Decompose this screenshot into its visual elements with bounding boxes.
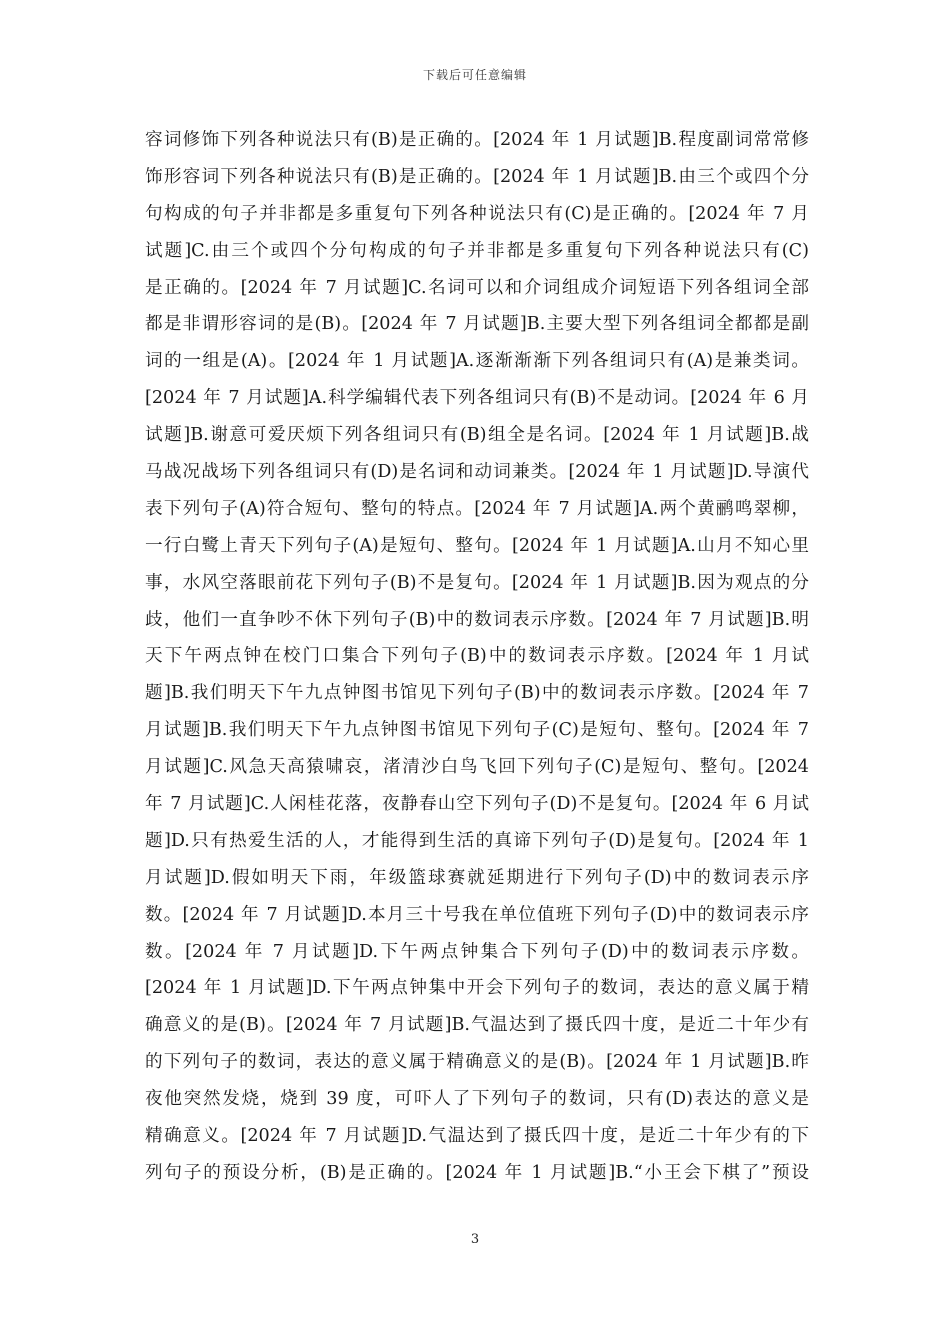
text-line: 精确意义。[2024 年 7 月试题]D.气温达到了摄氏四十度，是近二十年少有的下 <box>145 1126 809 1147</box>
text-line: 的下列句子的数词，表达的意义属于精确意义的是(B)。[2024 年 1 月试题]B.昨 <box>145 1052 809 1073</box>
text-line: [2024 年 1 月试题]D.下午两点钟集中开会下列句子的数词，表达的意义属于精 <box>145 978 809 999</box>
text-line: 事，水风空落眼前花下列句子(B)不是复句。[2024 年 1 月试题]B.因为观点的分 <box>145 572 809 593</box>
text-line: 月试题]B.我们明天下午九点钟图书馆见下列句子(C)是短句、整句。[2024 年 7 <box>145 720 809 741</box>
text-line: 词的一组是(A)。[2024 年 1 月试题]A.逐渐渐渐下列各组词只有(A)是兼类词。 <box>145 351 809 372</box>
text-line: 列句子的预设分析，(B)是正确的。[2024 年 1 月试题]B.“小王会下棋了”预设 <box>145 1162 809 1183</box>
text-line: 年 7 月试题]C.人闲桂花落，夜静春山空下列句子(D)不是复句。[2024 年 6 月试 <box>145 794 809 815</box>
text-line: 马战况战场下列各组词只有(D)是名词和动词兼类。[2024 年 1 月试题]D.导演代 <box>145 462 809 483</box>
text-line: 试题]B.谢意可爱厌烦下列各组词只有(B)组全是名词。[2024 年 1 月试题]B.战 <box>145 425 809 446</box>
text-line: 题]D.只有热爱生活的人，才能得到生活的真谛下列句子(D)是复句。[2024 年 1 <box>145 830 809 851</box>
text-line: 月试题]D.假如明天下雨，年级篮球赛就延期进行下列句子(D)中的数词表示序 <box>145 867 809 888</box>
text-line: 是正确的。[2024 年 7 月试题]C.名词可以和介词组成介词短语下列各组词全部 <box>145 277 809 298</box>
text-line: 夜他突然发烧，烧到 39 度，可吓人了下列句子的数词，只有(D)表达的意义是 <box>145 1089 809 1110</box>
text-line: 都是非谓形容词的是(B)。[2024 年 7 月试题]B.主要大型下列各组词全都都是副 <box>145 314 809 335</box>
page-header: 下载后可任意编辑 <box>422 68 527 82</box>
text-line: 句构成的句子并非都是多重复句下列各种说法只有(C)是正确的。[2024 年 7 月 <box>145 203 809 224</box>
text-line: 表下列句子(A)符合短句、整句的特点。[2024 年 7 月试题]A.两个黄鹂鸣翠柳， <box>145 498 809 519</box>
text-line: 试题]C.由三个或四个分句构成的句子并非都是多重复句下列各种说法只有(C) <box>145 240 809 261</box>
text-line: 题]B.我们明天下午九点钟图书馆见下列句子(B)中的数词表示序数。[2024 年 7 <box>145 683 809 704</box>
text-line: [2024 年 7 月试题]A.科学编辑代表下列各组词只有(B)不是动词。[2024 年 6 月 <box>145 388 809 409</box>
document-body <box>145 122 809 1192</box>
page-number: 3 <box>470 1232 480 1247</box>
text-line: 天下午两点钟在校门口集合下列句子(B)中的数词表示序数。[2024 年 1 月试 <box>145 646 809 667</box>
text-line: 饰形容词下列各种说法只有(B)是正确的。[2024 年 1 月试题]B.由三个或四个分 <box>145 166 809 187</box>
text-line: 歧，他们一直争吵不休下列句子(B)中的数词表示序数。[2024 年 7 月试题]B.明 <box>145 609 809 630</box>
text-line: 数。[2024 年 7 月试题]D.下午两点钟集合下列句子(D)中的数词表示序数。 <box>145 941 809 962</box>
text-line: 确意义的是(B)。[2024 年 7 月试题]B.气温达到了摄氏四十度，是近二十年少有 <box>145 1015 809 1036</box>
text-line: 月试题]C.风急天高猿啸哀，渚清沙白鸟飞回下列句子(C)是短句、整句。[2024 <box>145 757 809 778</box>
text-line: 一行白鹭上青天下列句子(A)是短句、整句。[2024 年 1 月试题]A.山月不知心里 <box>145 535 809 556</box>
text-line: 数。[2024 年 7 月试题]D.本月三十号我在单位值班下列句子(D)中的数词表示序 <box>145 904 809 925</box>
text-line: 容词修饰下列各种说法只有(B)是正确的。[2024 年 1 月试题]B.程度副词常常修 <box>145 130 809 150</box>
